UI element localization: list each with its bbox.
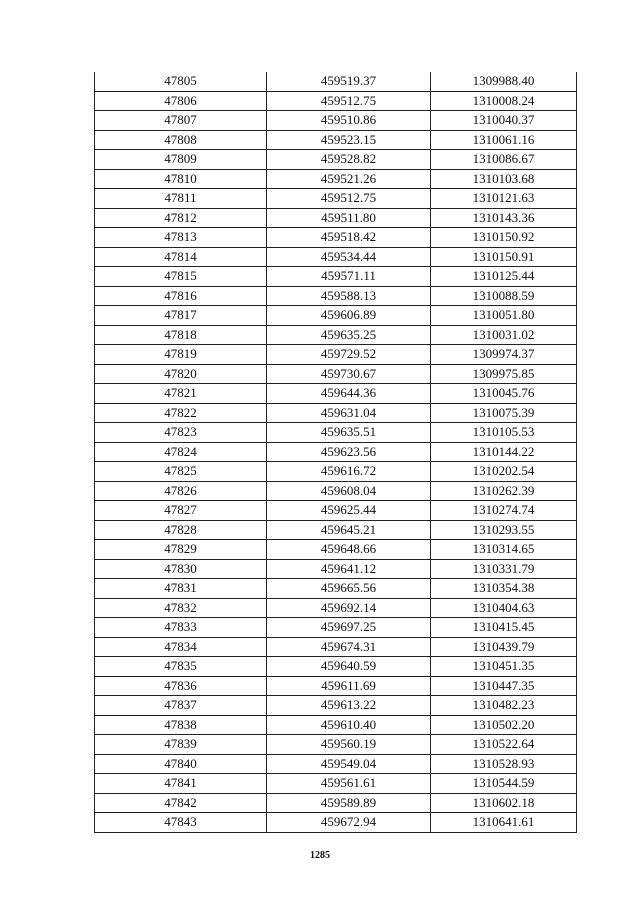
y-coordinate-cell: 1310144.22: [431, 442, 577, 462]
table-row: [95, 306, 577, 326]
table-row: [95, 325, 577, 345]
table-row: [95, 618, 577, 638]
x-coordinate-cell: 459561.61: [267, 774, 431, 794]
x-coordinate-cell: 459608.04: [267, 481, 431, 501]
y-coordinate-cell: 1310354.38: [431, 579, 577, 599]
table-row: [95, 364, 577, 384]
y-coordinate-cell: 1310404.63: [431, 598, 577, 618]
point-id-cell: 47828: [95, 520, 267, 540]
table-row: [95, 267, 577, 287]
x-coordinate-cell: 459640.59: [267, 657, 431, 677]
x-coordinate-cell: 459635.25: [267, 325, 431, 345]
point-id-cell: 47823: [95, 423, 267, 443]
page-number: 1285: [310, 850, 330, 861]
x-coordinate-cell: 459588.13: [267, 286, 431, 306]
table-row: [95, 169, 577, 189]
x-coordinate-cell: 459625.44: [267, 501, 431, 521]
table-row: [95, 540, 577, 560]
point-id-cell: 47817: [95, 306, 267, 326]
point-id-cell: 47842: [95, 793, 267, 813]
point-id-cell: 47815: [95, 267, 267, 287]
x-coordinate-cell: 459672.94: [267, 813, 431, 833]
point-id-cell: 47805: [95, 72, 267, 91]
table-row: [95, 423, 577, 443]
table-row: [95, 696, 577, 716]
table-row: [95, 345, 577, 365]
table-row: [95, 501, 577, 521]
y-coordinate-cell: 1310482.23: [431, 696, 577, 716]
point-id-cell: 47816: [95, 286, 267, 306]
x-coordinate-cell: 459512.75: [267, 189, 431, 209]
point-id-cell: 47829: [95, 540, 267, 560]
table-row: [95, 579, 577, 599]
table-row: [95, 462, 577, 482]
x-coordinate-cell: 459635.51: [267, 423, 431, 443]
point-id-cell: 47838: [95, 715, 267, 735]
x-coordinate-cell: 459511.80: [267, 208, 431, 228]
table-row: [95, 228, 577, 248]
point-id-cell: 47834: [95, 637, 267, 657]
table-row: [95, 657, 577, 677]
y-coordinate-cell: 1310544.59: [431, 774, 577, 794]
x-coordinate-cell: 459560.19: [267, 735, 431, 755]
y-coordinate-cell: 1310150.92: [431, 228, 577, 248]
point-id-cell: 47837: [95, 696, 267, 716]
point-id-cell: 47819: [95, 345, 267, 365]
table-row: [95, 91, 577, 111]
y-coordinate-cell: 1310086.67: [431, 150, 577, 170]
point-id-cell: 47825: [95, 462, 267, 482]
x-coordinate-cell: 459645.21: [267, 520, 431, 540]
coordinates-table: [94, 72, 577, 833]
x-coordinate-cell: 459665.56: [267, 579, 431, 599]
y-coordinate-cell: 1310045.76: [431, 384, 577, 404]
point-id-cell: 47831: [95, 579, 267, 599]
point-id-cell: 47840: [95, 754, 267, 774]
point-id-cell: 47833: [95, 618, 267, 638]
x-coordinate-cell: 459512.75: [267, 91, 431, 111]
x-coordinate-cell: 459610.40: [267, 715, 431, 735]
table-row: [95, 247, 577, 267]
table-row: [95, 813, 577, 833]
x-coordinate-cell: 459692.14: [267, 598, 431, 618]
point-id-cell: 47826: [95, 481, 267, 501]
x-coordinate-cell: 459534.44: [267, 247, 431, 267]
x-coordinate-cell: 459528.82: [267, 150, 431, 170]
point-id-cell: 47830: [95, 559, 267, 579]
table-row: [95, 72, 577, 91]
table-row: [95, 130, 577, 150]
y-coordinate-cell: 1310105.53: [431, 423, 577, 443]
table-row: [95, 286, 577, 306]
x-coordinate-cell: 459606.89: [267, 306, 431, 326]
y-coordinate-cell: 1310202.54: [431, 462, 577, 482]
y-coordinate-cell: 1310528.93: [431, 754, 577, 774]
y-coordinate-cell: 1310125.44: [431, 267, 577, 287]
point-id-cell: 47839: [95, 735, 267, 755]
x-coordinate-cell: 459521.26: [267, 169, 431, 189]
y-coordinate-cell: 1310522.64: [431, 735, 577, 755]
point-id-cell: 47812: [95, 208, 267, 228]
table-row: [95, 676, 577, 696]
y-coordinate-cell: 1310040.37: [431, 111, 577, 131]
x-coordinate-cell: 459730.67: [267, 364, 431, 384]
point-id-cell: 47824: [95, 442, 267, 462]
y-coordinate-cell: 1310121.63: [431, 189, 577, 209]
point-id-cell: 47843: [95, 813, 267, 833]
y-coordinate-cell: 1310641.61: [431, 813, 577, 833]
point-id-cell: 47806: [95, 91, 267, 111]
coordinates-table-body: [95, 72, 577, 832]
y-coordinate-cell: 1310415.45: [431, 618, 577, 638]
x-coordinate-cell: 459623.56: [267, 442, 431, 462]
table-row: [95, 111, 577, 131]
point-id-cell: 47820: [95, 364, 267, 384]
x-coordinate-cell: 459571.11: [267, 267, 431, 287]
y-coordinate-cell: 1310447.35: [431, 676, 577, 696]
x-coordinate-cell: 459523.15: [267, 130, 431, 150]
x-coordinate-cell: 459613.22: [267, 696, 431, 716]
point-id-cell: 47832: [95, 598, 267, 618]
x-coordinate-cell: 459611.69: [267, 676, 431, 696]
x-coordinate-cell: 459631.04: [267, 403, 431, 423]
x-coordinate-cell: 459729.52: [267, 345, 431, 365]
x-coordinate-cell: 459519.37: [267, 72, 431, 91]
x-coordinate-cell: 459616.72: [267, 462, 431, 482]
table-row: [95, 403, 577, 423]
y-coordinate-cell: 1310088.59: [431, 286, 577, 306]
y-coordinate-cell: 1310051.80: [431, 306, 577, 326]
table-row: [95, 774, 577, 794]
table-row: [95, 208, 577, 228]
x-coordinate-cell: 459648.66: [267, 540, 431, 560]
y-coordinate-cell: 1310293.55: [431, 520, 577, 540]
point-id-cell: 47821: [95, 384, 267, 404]
x-coordinate-cell: 459510.86: [267, 111, 431, 131]
table-row: [95, 520, 577, 540]
point-id-cell: 47814: [95, 247, 267, 267]
y-coordinate-cell: 1310103.68: [431, 169, 577, 189]
y-coordinate-cell: 1310262.39: [431, 481, 577, 501]
table-row: [95, 735, 577, 755]
x-coordinate-cell: 459641.12: [267, 559, 431, 579]
point-id-cell: 47822: [95, 403, 267, 423]
x-coordinate-cell: 459697.25: [267, 618, 431, 638]
y-coordinate-cell: 1310502.20: [431, 715, 577, 735]
y-coordinate-cell: 1310150.91: [431, 247, 577, 267]
table-row: [95, 384, 577, 404]
table-row: [95, 598, 577, 618]
point-id-cell: 47808: [95, 130, 267, 150]
table-row: [95, 559, 577, 579]
point-id-cell: 47835: [95, 657, 267, 677]
table-row: [95, 481, 577, 501]
point-id-cell: 47810: [95, 169, 267, 189]
table-row: [95, 754, 577, 774]
table-row: [95, 150, 577, 170]
point-id-cell: 47818: [95, 325, 267, 345]
y-coordinate-cell: 1310061.16: [431, 130, 577, 150]
x-coordinate-cell: 459549.04: [267, 754, 431, 774]
point-id-cell: 47813: [95, 228, 267, 248]
y-coordinate-cell: 1310451.35: [431, 657, 577, 677]
y-coordinate-cell: 1310143.36: [431, 208, 577, 228]
point-id-cell: 47807: [95, 111, 267, 131]
y-coordinate-cell: 1310274.74: [431, 501, 577, 521]
table-row: [95, 715, 577, 735]
y-coordinate-cell: 1310314.65: [431, 540, 577, 560]
table-row: [95, 793, 577, 813]
y-coordinate-cell: 1310602.18: [431, 793, 577, 813]
y-coordinate-cell: 1310331.79: [431, 559, 577, 579]
y-coordinate-cell: 1310031.02: [431, 325, 577, 345]
point-id-cell: 47836: [95, 676, 267, 696]
table-row: [95, 442, 577, 462]
x-coordinate-cell: 459518.42: [267, 228, 431, 248]
y-coordinate-cell: 1309975.85: [431, 364, 577, 384]
y-coordinate-cell: 1310008.24: [431, 91, 577, 111]
y-coordinate-cell: 1310075.39: [431, 403, 577, 423]
y-coordinate-cell: 1309988.40: [431, 72, 577, 91]
y-coordinate-cell: 1310439.79: [431, 637, 577, 657]
point-id-cell: 47809: [95, 150, 267, 170]
point-id-cell: 47841: [95, 774, 267, 794]
point-id-cell: 47827: [95, 501, 267, 521]
table-row: [95, 637, 577, 657]
x-coordinate-cell: 459589.89: [267, 793, 431, 813]
point-id-cell: 47811: [95, 189, 267, 209]
x-coordinate-cell: 459674.31: [267, 637, 431, 657]
y-coordinate-cell: 1309974.37: [431, 345, 577, 365]
x-coordinate-cell: 459644.36: [267, 384, 431, 404]
table-row: [95, 189, 577, 209]
